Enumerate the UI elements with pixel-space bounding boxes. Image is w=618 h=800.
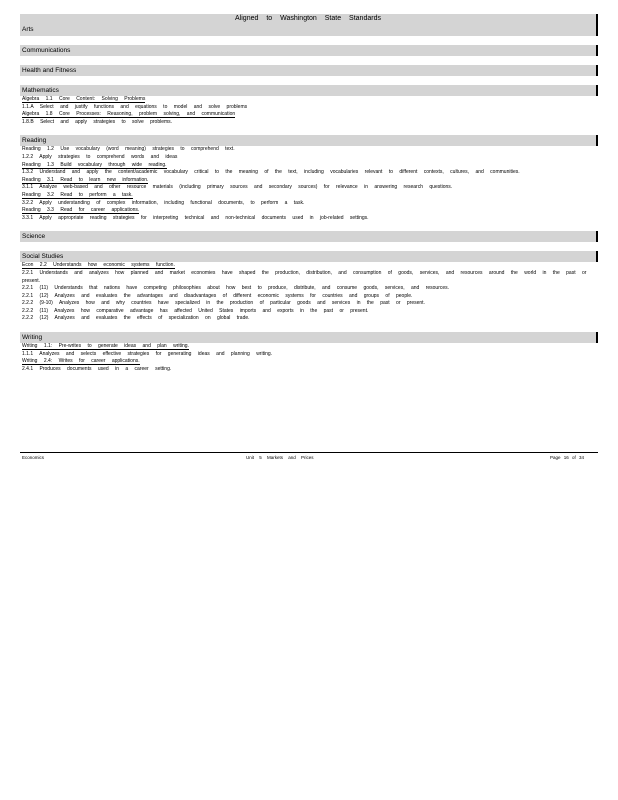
standard-heading (22, 96, 598, 104)
standard-text: Reading 3.3 Read for career applications. (22, 207, 140, 214)
standard-text: Writing 1.1: Pre-writes to generate ideas and plan writing. (22, 343, 189, 350)
section-heading: Health and Fitness (20, 65, 598, 76)
standard-text: 2.2.1 (12) Analyzes and evaluates the advantages and disadvantages of different economic systems for countries and groups of people. (22, 292, 413, 299)
standard-item (22, 215, 598, 223)
standard-heading (22, 111, 598, 119)
page-footer (20, 452, 598, 461)
standard-text: Reading 1.3 Build vocabulary through wide reading. (22, 161, 167, 168)
standard-item (22, 104, 598, 112)
standard-item (22, 315, 598, 323)
standard-text: 1.2.2 Apply strategies to comprehend words and ideas (22, 153, 178, 160)
standard-item (22, 146, 598, 154)
standard-text: 2.2.1 (11) Understands that nations have competing philosophies about how best to produce, distribute, and consume goods, services, and resources. (22, 285, 450, 292)
standard-item (22, 300, 598, 308)
standard-text: 2.2.2 (9-10) Analyzes how and why countries have specialized in the production of particular goods and services in the past or present. (22, 300, 425, 307)
section-heading: Writing (20, 332, 598, 343)
standard-text: 3.1.1 Analyze web-based and other resource materials (including primary sources and secondary sources) for relevance in answering research questions. (22, 184, 453, 191)
standard-item (22, 200, 598, 208)
standard-text: Algebra 1.8 Core Processes: Reasoning, problem solving, and communication (22, 111, 236, 118)
standard-text: Reading 3.2 Read to perform a task. (22, 191, 133, 198)
standard-text: 3.2.2 Apply understanding of complex information, including functional documents, to perform a task. (22, 199, 305, 206)
section-heading-arts: Arts (22, 26, 34, 33)
standard-text: Econ 2.2 Understands how economic systems function. (22, 262, 175, 269)
standard-heading (22, 177, 598, 185)
standards-page (20, 14, 598, 373)
standard-heading (22, 207, 598, 215)
standard-item (22, 293, 598, 301)
section (20, 65, 598, 76)
title-bar (20, 14, 598, 36)
section (20, 251, 598, 323)
standard-heading (22, 192, 598, 200)
standard-item (22, 169, 598, 177)
section (20, 135, 598, 222)
standard-heading (22, 358, 598, 366)
standard-item (22, 285, 598, 293)
standard-text: 1.8.B Select and apply strategies to solve problems. (22, 118, 173, 125)
standard-item (22, 366, 598, 374)
standard-item (22, 270, 598, 285)
standard-text: 2.2.2 (11) Analyzes how comparative advantage has affected United States imports and exports in the past or present. (22, 307, 369, 314)
standards-list (20, 262, 598, 323)
section-heading: Communications (20, 45, 598, 56)
standard-item (22, 184, 598, 192)
standard-heading (22, 262, 598, 270)
standard-text: 2.2.2 (12) Analyzes and evaluates the effects of specialization on global trade. (22, 315, 250, 322)
standard-text: Writing 2.4: Writes for career applications. (22, 358, 140, 365)
standard-text: 1.1.A Select and justify functions and equations to model and solve problems (22, 103, 248, 110)
standard-text: 1.3.2 Understand and apply the content/academic vocabulary critical to the meaning of the text, including vocabularies relevant to different contexts, cultures, and communities. (22, 169, 520, 176)
standard-text: 2.2.1 Understands and analyzes how planned and market economies have shaped the production, distribution, and consumption of goods, services, and resources around the world in the past or present. (22, 269, 587, 284)
standard-text: 2.4.1 Produces documents used in a career setting. (22, 365, 172, 372)
page-title: Aligned to Washington State Standards (235, 15, 381, 22)
section (20, 231, 598, 242)
standard-text: 3.3.1 Apply appropriate reading strategies for interpreting technical and non-technical documents used in job-related settings. (22, 214, 369, 221)
section (20, 332, 598, 373)
sections-container (20, 45, 598, 373)
standard-text: Algebra 1.1 Core Content: Solving Problems (22, 96, 146, 102)
section-heading: Mathematics (20, 85, 598, 96)
standard-item (22, 154, 598, 162)
section-heading: Reading (20, 135, 598, 146)
standard-item (22, 308, 598, 316)
standards-list (20, 96, 598, 126)
standard-heading (22, 162, 598, 170)
section (20, 85, 598, 126)
footer-course: Economics (22, 455, 45, 460)
standard-text: 1.1.1 Analyzes and selects effective strategies for generating ideas and planning writing. (22, 350, 273, 357)
standards-list (20, 343, 598, 373)
footer-unit: Unit 5 Markets and Prices (246, 455, 314, 460)
standard-item (22, 351, 598, 359)
footer-page-number: Page 16 of 34 (549, 455, 584, 460)
section-heading: Social Studies (20, 251, 598, 262)
standard-text: Reading 1.2 Use vocabulary (word meaning) strategies to comprehend text. (22, 146, 235, 153)
standard-heading (22, 343, 598, 351)
standard-text: Reading 3.1 Read to learn new information. (22, 176, 149, 183)
section (20, 45, 598, 56)
section-heading: Science (20, 231, 598, 242)
standard-item (22, 119, 598, 127)
standards-list (20, 146, 598, 222)
